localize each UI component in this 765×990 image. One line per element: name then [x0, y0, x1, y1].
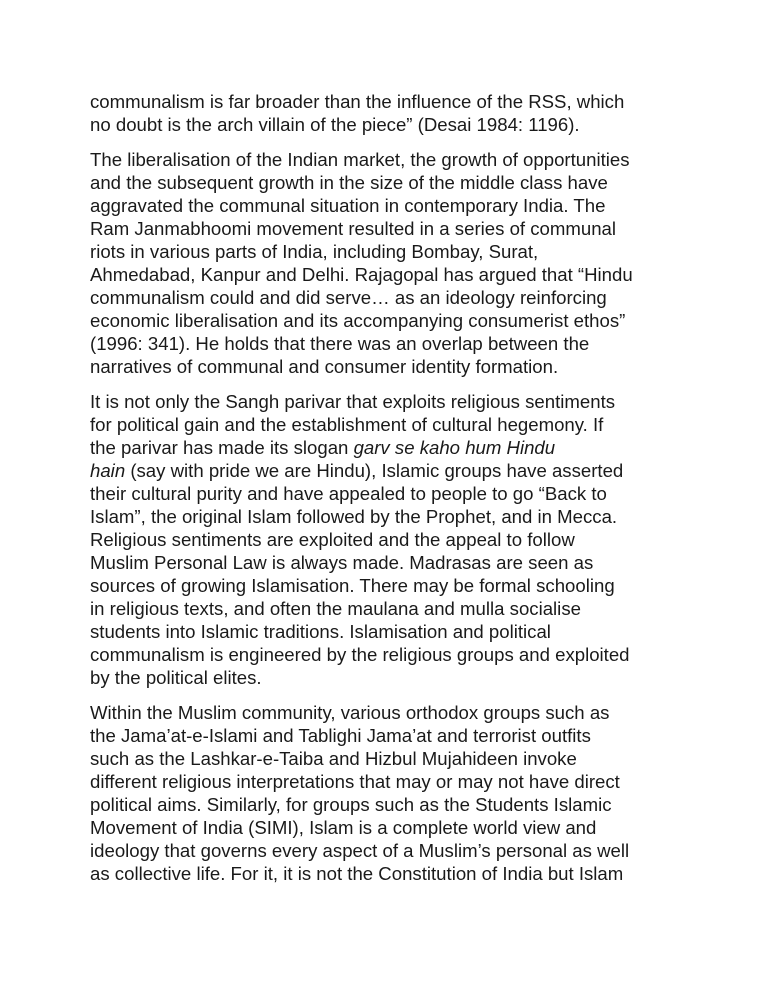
text-line [90, 862, 680, 885]
text-line [90, 528, 680, 551]
text-line [90, 263, 680, 286]
italic-slogan: garv se kaho hum Hindu [353, 437, 556, 458]
text-line [90, 505, 680, 528]
text-line [90, 793, 680, 816]
document-page [90, 90, 680, 897]
text-line [90, 286, 680, 309]
text-run: Muslim Personal Law is always made. Madrasas are seen as [90, 552, 594, 573]
text-line [90, 816, 680, 839]
text-line [90, 770, 680, 793]
text-run: Ram Janmabhoomi movement resulted in a series of communal [90, 218, 617, 239]
text-run: students into Islamic traditions. Islamisation and political [90, 621, 551, 642]
text-run: the parivar has made its slogan [90, 437, 354, 458]
text-line [90, 701, 680, 724]
text-line [90, 436, 680, 459]
text-line [90, 574, 680, 597]
text-run: Ahmedabad, Kanpur and Delhi. Rajagopal has argued that “Hindu [90, 264, 633, 285]
text-line [90, 620, 680, 643]
text-run: their cultural purity and have appealed to people to go “Back to [90, 483, 607, 504]
text-run: and the subsequent growth in the size of the middle class have [90, 172, 608, 193]
text-run: the Jama’at-e-Islami and Tablighi Jama’at and terrorist outfits [90, 725, 591, 746]
text-run: Religious sentiments are exploited and the appeal to follow [90, 529, 575, 550]
text-line [90, 194, 680, 217]
text-line [90, 482, 680, 505]
paragraph-2 [90, 148, 680, 378]
text-line [90, 309, 680, 332]
text-run: communalism is far broader than the influence of the RSS, which [90, 91, 625, 112]
text-run: political aims. Similarly, for groups such as the Students Islamic [90, 794, 612, 815]
text-line [90, 355, 680, 378]
text-run: by the political elites. [90, 667, 262, 688]
paragraph-1 [90, 90, 680, 136]
text-line [90, 551, 680, 574]
text-run: (say with pride we are Hindu), Islamic groups have asserted [125, 460, 624, 481]
text-line [90, 390, 680, 413]
italic-slogan: hain [90, 460, 126, 481]
text-line [90, 747, 680, 770]
text-line [90, 459, 680, 482]
paragraph-3 [90, 390, 680, 689]
text-run: narratives of communal and consumer identity formation. [90, 356, 559, 377]
text-line [90, 332, 680, 355]
text-line [90, 666, 680, 689]
text-line [90, 724, 680, 747]
text-run: (1996: 341). He holds that there was an overlap between the [90, 333, 590, 354]
text-run: Movement of India (SIMI), Islam is a complete world view and [90, 817, 597, 838]
text-run: different religious interpretations that may or may not have direct [90, 771, 620, 792]
text-run: riots in various parts of India, including Bombay, Surat, [90, 241, 539, 262]
text-run: economic liberalisation and its accompanying consumerist ethos” [90, 310, 626, 331]
text-run: Within the Muslim community, various orthodox groups such as [90, 702, 610, 723]
text-run: communalism could and did serve… as an ideology reinforcing [90, 287, 607, 308]
text-line [90, 240, 680, 263]
text-run: aggravated the communal situation in contemporary India. The [90, 195, 606, 216]
text-run: no doubt is the arch villain of the piece” (Desai 1984: 1196). [90, 114, 580, 135]
text-line [90, 148, 680, 171]
text-line [90, 113, 680, 136]
text-run: in religious texts, and often the maulana and mulla socialise [90, 598, 581, 619]
text-line [90, 839, 680, 862]
text-line [90, 217, 680, 240]
text-line [90, 643, 680, 666]
text-run: communalism is engineered by the religious groups and exploited [90, 644, 630, 665]
text-run: such as the Lashkar-e-Taiba and Hizbul Mujahideen invoke [90, 748, 577, 769]
text-run: Islam”, the original Islam followed by the Prophet, and in Mecca. [90, 506, 618, 527]
text-line [90, 90, 680, 113]
text-line [90, 413, 680, 436]
text-run: sources of growing Islamisation. There may be formal schooling [90, 575, 615, 596]
paragraph-4 [90, 701, 680, 885]
text-run: as collective life. For it, it is not the Constitution of India but Islam [90, 863, 624, 884]
text-run: ideology that governs every aspect of a Muslim’s personal as well [90, 840, 630, 861]
text-run: for political gain and the establishment of cultural hegemony. If [90, 414, 604, 435]
text-line [90, 597, 680, 620]
text-run: It is not only the Sangh parivar that exploits religious sentiments [90, 391, 616, 412]
text-line [90, 171, 680, 194]
text-run: The liberalisation of the Indian market, the growth of opportunities [90, 149, 630, 170]
